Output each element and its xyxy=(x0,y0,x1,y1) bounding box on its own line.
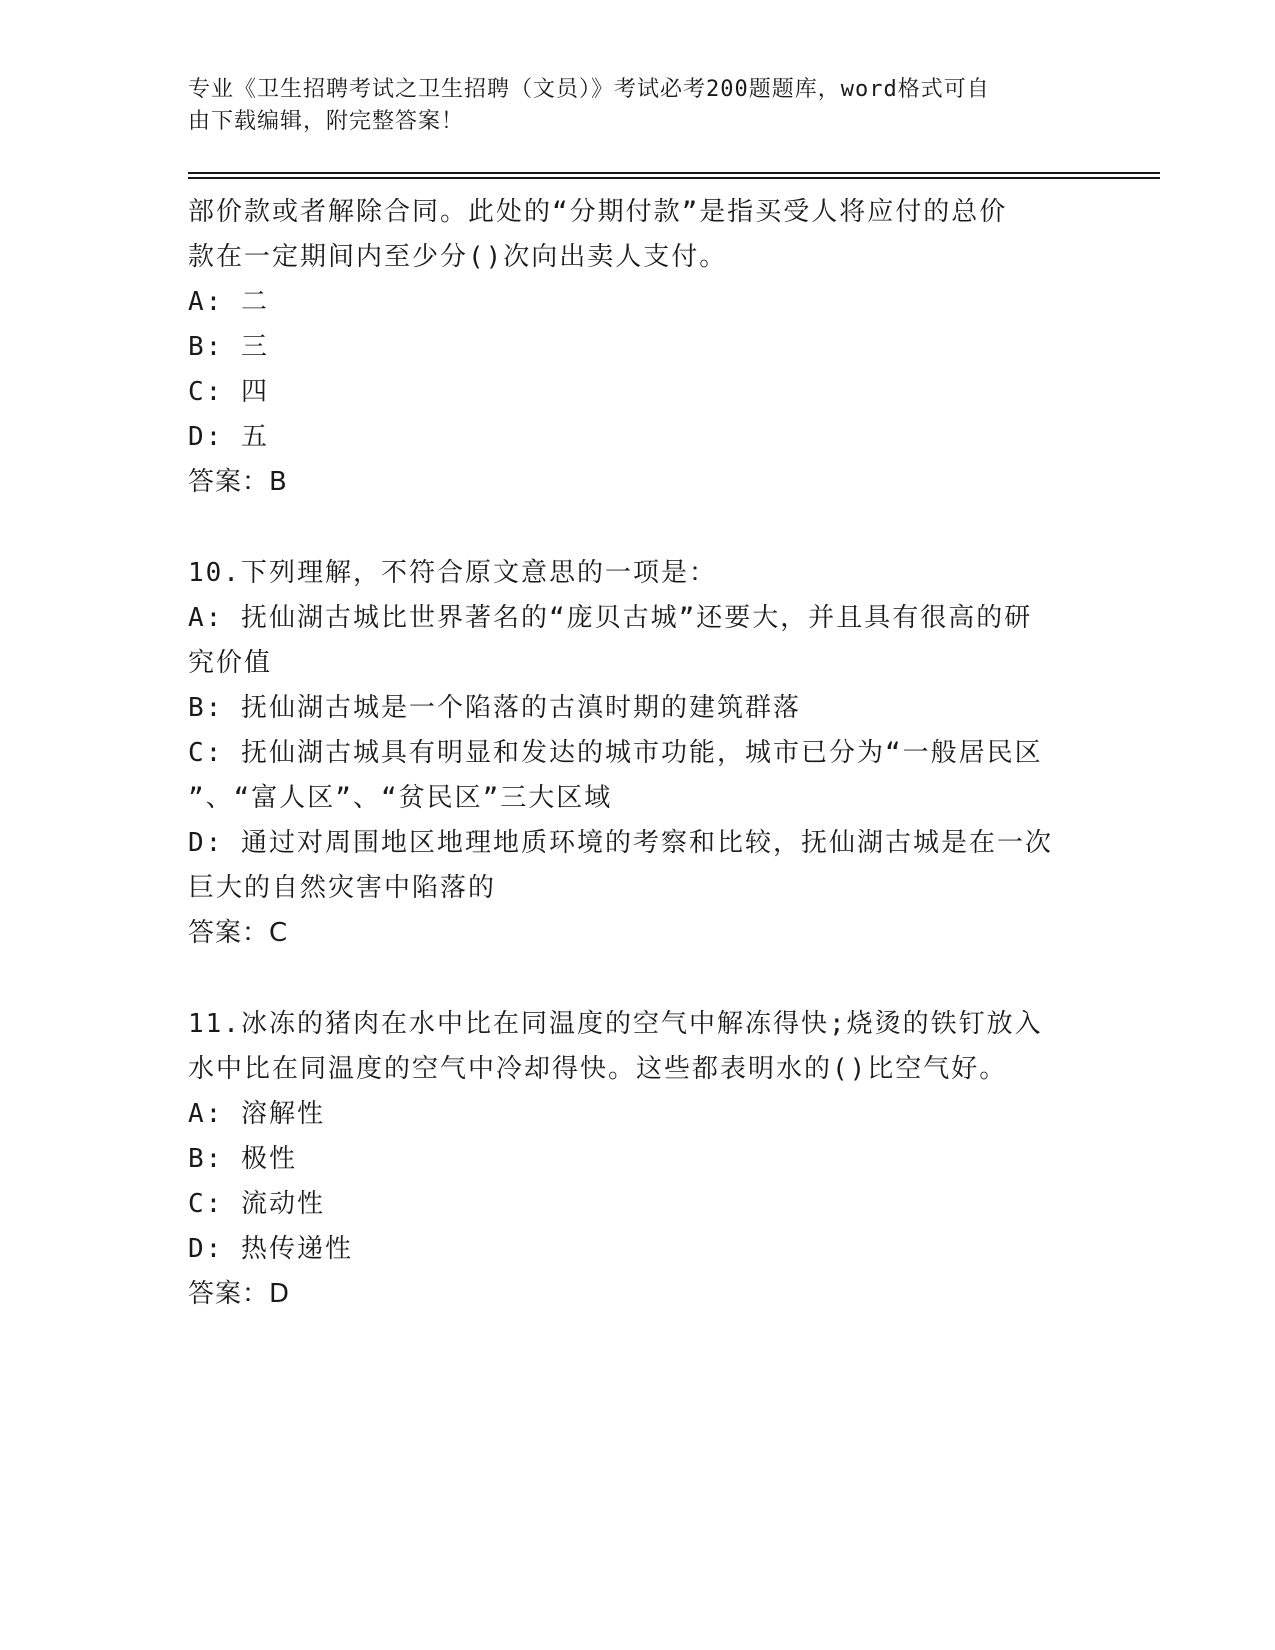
header-rule-top xyxy=(188,172,1160,174)
option-c: C: 抚仙湖古城具有明显和发达的城市功能，城市已分为“一般居民区 xyxy=(188,738,1043,768)
question-stem-line: 11.冰冻的猪肉在水中比在同温度的空气中解冻得快;烧烫的铁钉放入 xyxy=(188,1009,1043,1039)
question-9 xyxy=(188,190,1088,505)
question-11 xyxy=(188,1002,1088,1317)
question-stem-line: 水中比在同温度的空气中冷却得快。这些都表明水的()比空气好。 xyxy=(188,1054,1008,1084)
option-a: A: 二 xyxy=(188,287,269,317)
header-line-1: 专业《卫生招聘考试之卫生招聘（文员）》考试必考200题题库，word格式可自 xyxy=(188,77,990,102)
question-list xyxy=(188,190,1088,1317)
option-a: A: 抚仙湖古城比世界著名的“庞贝古城”还要大，并且具有很高的研 xyxy=(188,603,1033,633)
option-a-continued: 究价值 xyxy=(188,648,273,678)
option-d: D: 热传递性 xyxy=(188,1234,353,1264)
answer-line: 答案：D xyxy=(188,1279,291,1309)
option-b: B: 极性 xyxy=(188,1144,297,1174)
option-c: C: 四 xyxy=(188,377,269,407)
option-c: C: 流动性 xyxy=(188,1189,325,1219)
header-rule-bottom xyxy=(188,177,1160,179)
question-10 xyxy=(188,551,1088,956)
question-gap xyxy=(188,505,1088,551)
question-stem-line: 部价款或者解除合同。此处的“分期付款”是指买受人将应付的总价 xyxy=(188,197,1008,227)
header-line-2: 由下载编辑，附完整答案！ xyxy=(188,109,465,134)
option-d-continued: 巨大的自然灾害中陷落的 xyxy=(188,873,497,903)
option-b: B: 三 xyxy=(188,332,269,362)
option-d: D: 通过对周围地区地理地质环境的考察和比较，抚仙湖古城是在一次 xyxy=(188,828,1053,858)
option-a: A: 溶解性 xyxy=(188,1099,325,1129)
option-c-continued: ”、“富人区”、“贫民区”三大区域 xyxy=(188,783,613,813)
option-b: B: 抚仙湖古城是一个陷落的古滇时期的建筑群落 xyxy=(188,693,801,723)
question-stem-line: 款在一定期间内至少分()次向出卖人支付。 xyxy=(188,242,728,272)
option-d: D: 五 xyxy=(188,422,269,452)
answer-line: 答案：B xyxy=(188,467,288,497)
question-gap xyxy=(188,956,1088,1002)
question-stem-line: 10.下列理解，不符合原文意思的一项是： xyxy=(188,558,717,588)
document-header xyxy=(188,74,1068,138)
answer-line: 答案：C xyxy=(188,918,289,948)
